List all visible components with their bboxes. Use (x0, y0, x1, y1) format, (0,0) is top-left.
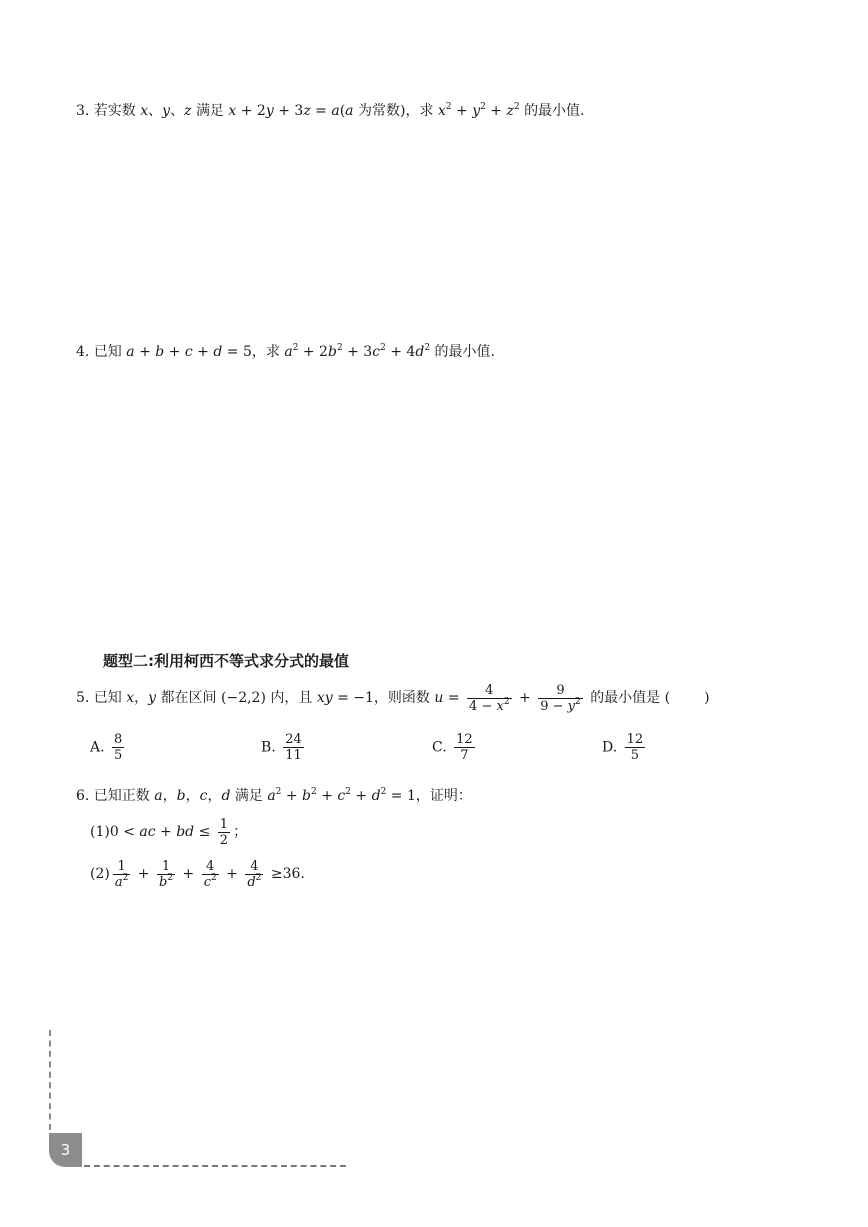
question-5: 5. 已知 x，y 都在区间 (−2,2) 内，且 xy = −1，则函数 u = $\frac{4}{4 - x^2}$ + $\frac{9}{9 - y^2}$ 的最小值是 ( ) (76, 682, 710, 714)
question-3: 3. 若实数 x、y、z 满足 x + 2y + 3z = a(a 为常数)，求 $x^2 + y^2 + z^2$ 的最小值. (76, 102, 585, 119)
page-number: 3 (60, 1141, 71, 1159)
question-6-part-1: (1)0 < ac + bd ≤ $\frac{1}{2}$ ； (90, 816, 248, 848)
question-6: 6. 已知正数 a，b，c，d 满足 $a^2 + b^2 + c^2 + d^2 = 1$，证明： (76, 787, 472, 804)
fraction: $\frac{9}{9 - y^2}$ (540, 682, 581, 714)
question-6-part-2: (2) $\frac{1}{a^2}$ + $\frac{1}{b^2}$ + $\frac{4}{c^2}$ + $\frac{4}{d^2}$ ≥36. (90, 858, 305, 890)
option-a[interactable]: A. $\frac{8}{5}$ (90, 732, 123, 763)
page-margin-dashed-line (49, 1030, 51, 1130)
fraction: $\frac{4}{4 - x^2}$ (469, 682, 510, 714)
option-b[interactable]: B. $\frac{24}{11}$ (261, 732, 302, 763)
option-c[interactable]: C. $\frac{12}{7}$ (432, 732, 473, 763)
section-title: 题型二:利用柯西不等式求分式的最值 (103, 652, 350, 670)
page-number-badge (49, 1133, 82, 1167)
footer-dashed-line (84, 1165, 346, 1167)
option-d[interactable]: D. $\frac{12}{5}$ (602, 732, 644, 763)
question-4: 4. 已知 a + b + c + d = 5，求 $a^2 + 2b^2 + 3c^2 + 4d^2$ 的最小值. (76, 343, 495, 360)
